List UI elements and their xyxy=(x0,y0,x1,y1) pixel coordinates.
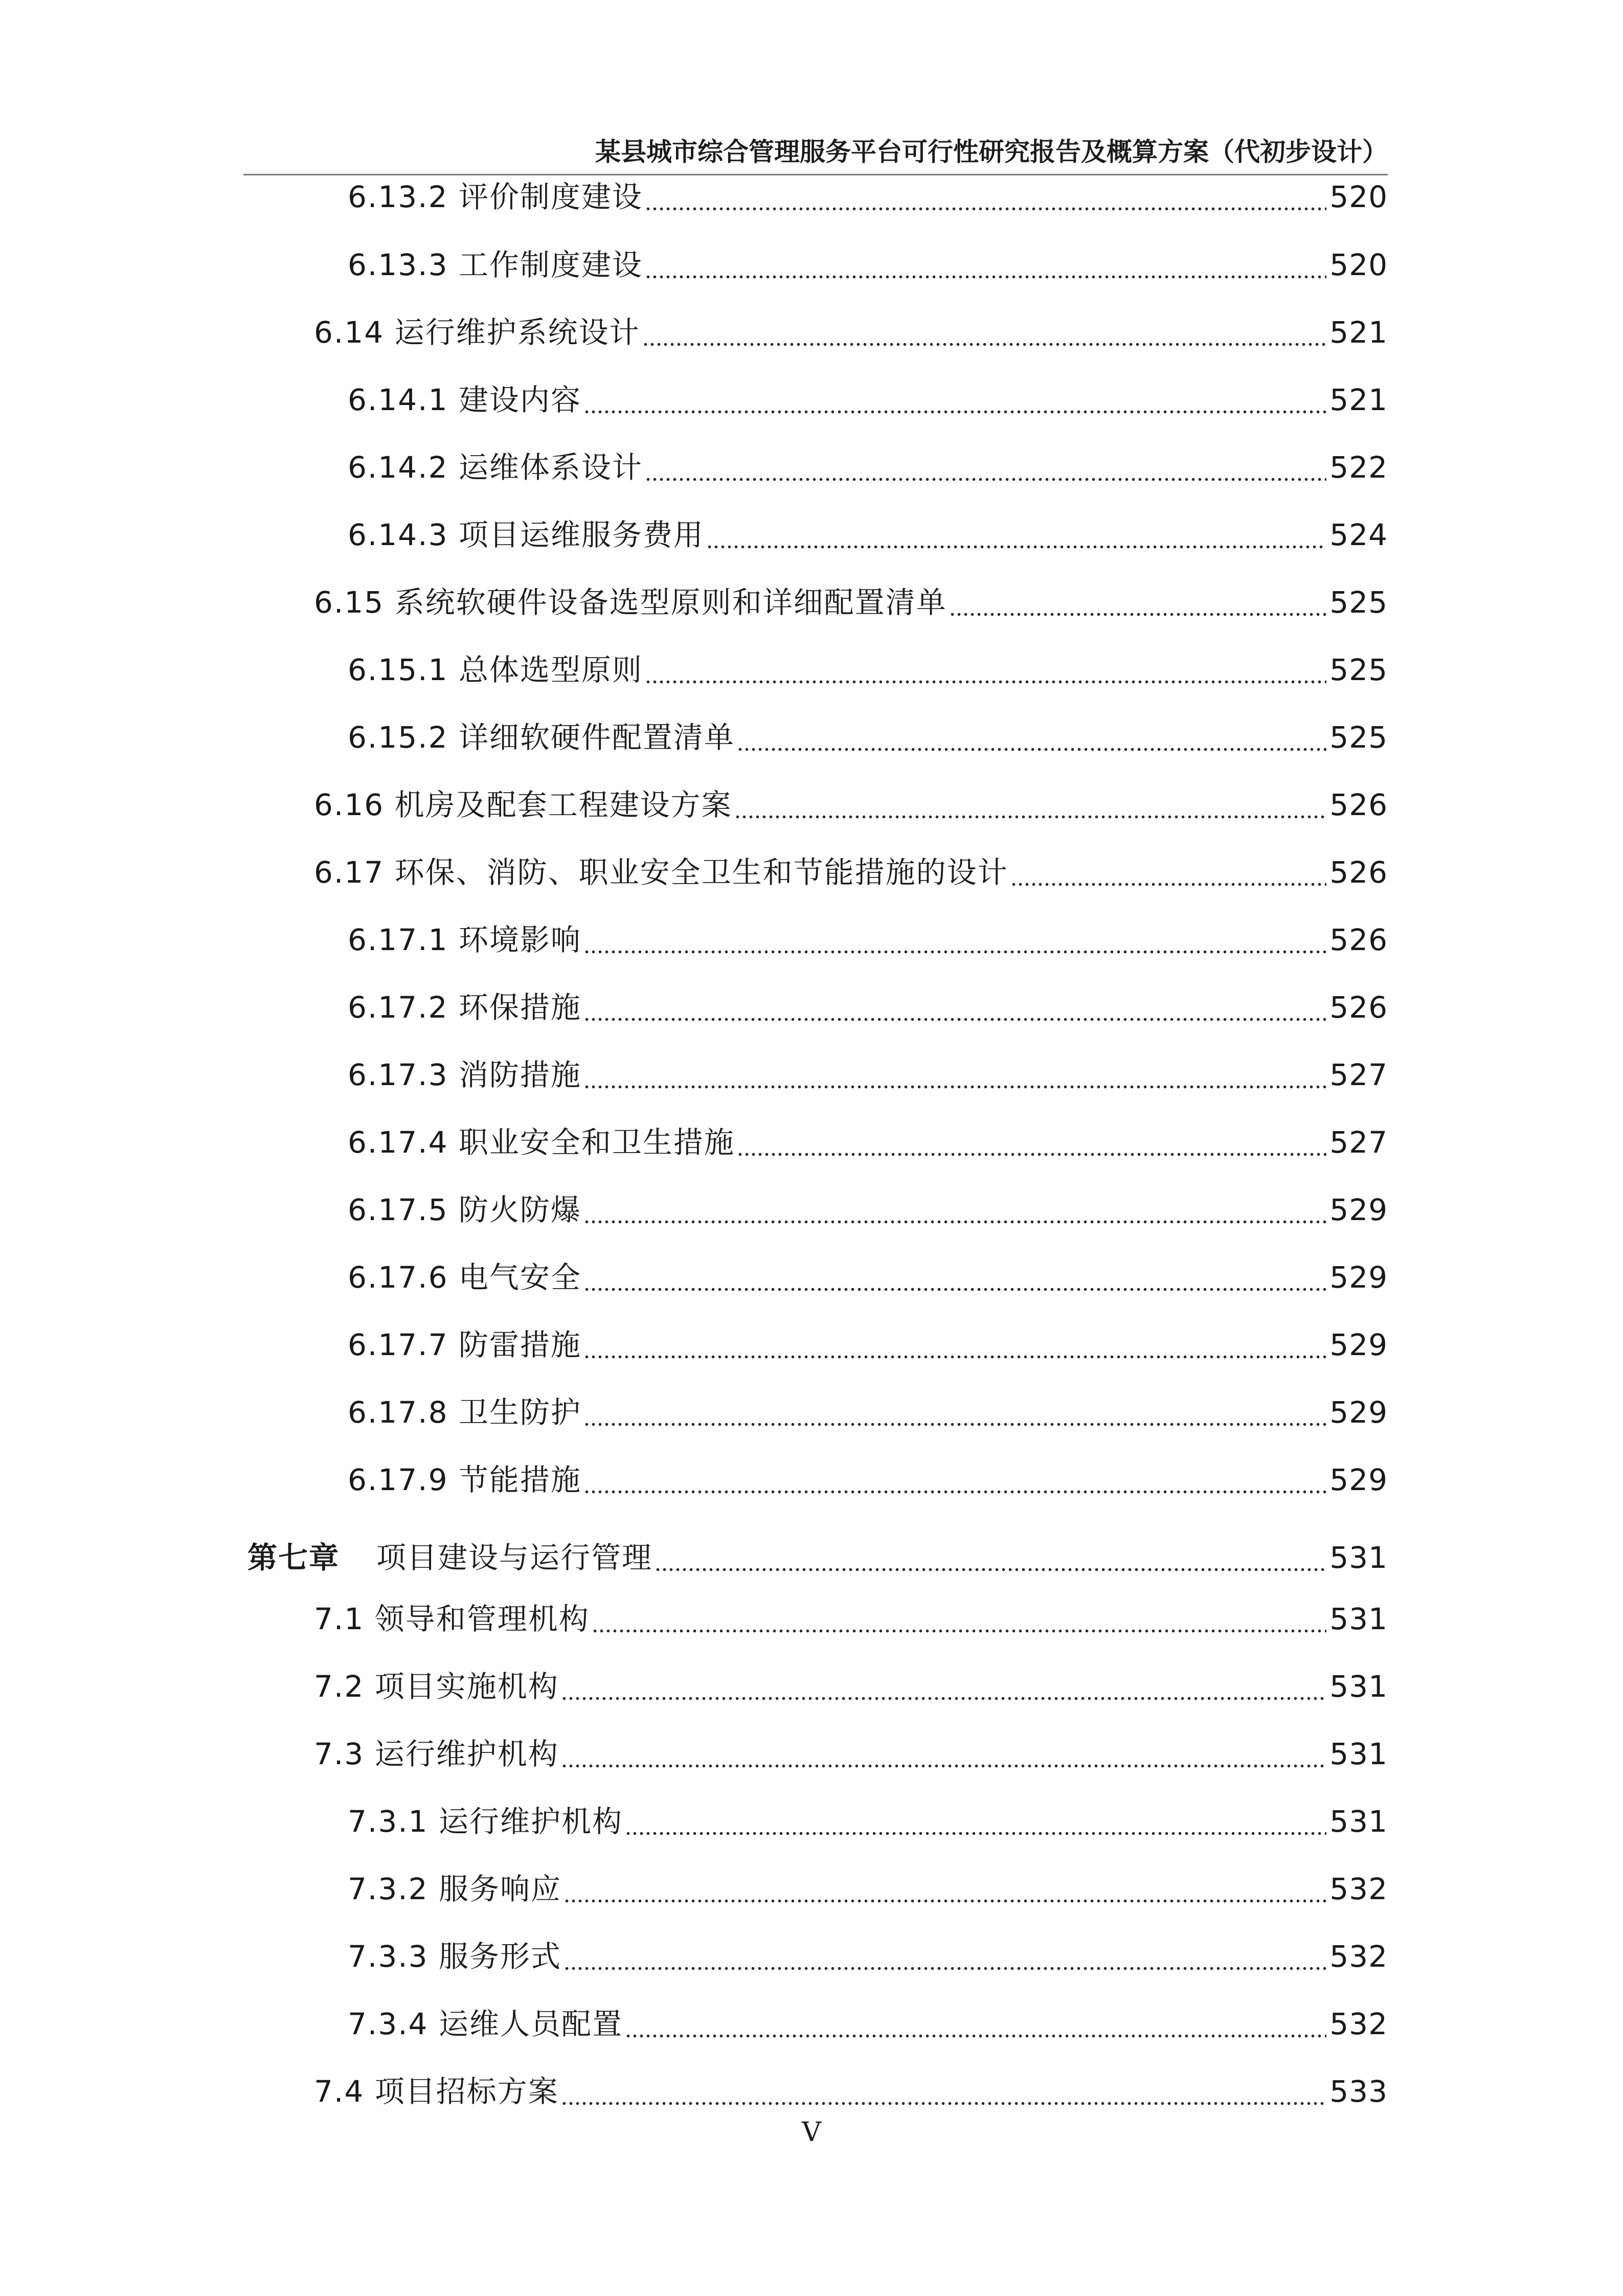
toc-entry[interactable] xyxy=(314,784,1388,825)
toc-chapter-entry[interactable] xyxy=(247,1537,1388,1578)
page-number: V xyxy=(802,2117,821,2148)
toc-dot-leader xyxy=(737,717,1326,758)
toc-entry[interactable] xyxy=(348,1459,1388,1500)
toc-dot-leader xyxy=(645,649,1326,690)
toc-entry-page: 524 xyxy=(1329,517,1388,552)
toc-dot-leader xyxy=(583,379,1326,420)
toc-entry-title: 消防措施 xyxy=(458,1057,581,1092)
toc-entry-number: 6.17.9 xyxy=(348,1462,448,1497)
toc-entry-spacer xyxy=(448,649,458,690)
toc-entry-number: 6.14.3 xyxy=(348,517,448,552)
toc-entry-number: 第七章 xyxy=(247,1540,340,1575)
toc-entry-number: 6.15.1 xyxy=(348,652,448,687)
toc-dot-leader xyxy=(592,1599,1327,1639)
toc-dot-leader xyxy=(949,582,1327,623)
toc-entry-title: 运维体系设计 xyxy=(458,450,643,485)
toc-dot-leader xyxy=(563,1869,1326,1909)
toc-entry-title: 项目招标方案 xyxy=(374,2074,559,2109)
toc-entry-page: 520 xyxy=(1329,247,1388,282)
toc-entry-page: 527 xyxy=(1329,1057,1388,1092)
toc-entry-spacer xyxy=(384,784,394,825)
toc-entry-title: 项目建设与运行管理 xyxy=(376,1540,653,1575)
toc-entry-number: 6.17.4 xyxy=(348,1125,448,1160)
toc-entry-spacer xyxy=(448,1189,458,1230)
toc-entry-number: 6.16 xyxy=(314,787,385,822)
toc-entry[interactable] xyxy=(314,582,1388,623)
toc-entry[interactable] xyxy=(314,2071,1388,2112)
toc-entry-title: 机房及配套工程建设方案 xyxy=(394,787,732,822)
toc-entry-page: 529 xyxy=(1329,1395,1388,1430)
toc-entry-page: 526 xyxy=(1329,855,1388,890)
toc-dot-leader xyxy=(583,1392,1326,1433)
toc-entry-number: 6.14.1 xyxy=(348,382,448,417)
toc-entry[interactable] xyxy=(348,2004,1388,2044)
toc-entry-title: 环保、消防、职业安全卫生和节能措施的设计 xyxy=(394,855,1008,890)
toc-entry-page: 527 xyxy=(1329,1125,1388,1160)
toc-entry-title: 评价制度建设 xyxy=(458,179,643,214)
toc-entry-title: 职业安全和卫生措施 xyxy=(458,1125,735,1160)
toc-entry-spacer xyxy=(448,176,458,217)
toc-entry-page: 532 xyxy=(1329,1939,1388,1974)
toc-entry-spacer xyxy=(448,1054,458,1095)
toc-entry-page: 532 xyxy=(1329,2007,1388,2041)
toc-dot-leader xyxy=(561,1666,1327,1707)
toc-entry-number: 6.17.8 xyxy=(348,1395,448,1430)
toc-dot-leader xyxy=(583,987,1326,1028)
toc-entry-page: 531 xyxy=(1329,1669,1388,1704)
toc-entry-number: 6.17.2 xyxy=(348,990,448,1025)
toc-entry-title: 卫生防护 xyxy=(458,1395,581,1430)
toc-entry-page: 533 xyxy=(1329,2074,1388,2109)
toc-entry-page: 529 xyxy=(1329,1327,1388,1362)
toc-entry-title: 项目运维服务费用 xyxy=(458,517,704,552)
toc-entry-page: 531 xyxy=(1329,1602,1388,1636)
toc-entry-page: 521 xyxy=(1329,382,1388,417)
toc-dot-leader xyxy=(583,919,1326,960)
toc-entry-number: 6.15.2 xyxy=(348,720,448,755)
toc-entry-number: 7.3.3 xyxy=(348,1939,429,1974)
toc-entry[interactable] xyxy=(348,1801,1388,1842)
toc-entry-title: 服务响应 xyxy=(439,1872,562,1906)
toc-dot-leader xyxy=(583,1189,1326,1230)
toc-entry-page: 521 xyxy=(1329,315,1388,350)
toc-entry-page: 525 xyxy=(1329,652,1388,687)
toc-entry-spacer xyxy=(429,1869,439,1909)
toc-dot-leader xyxy=(625,1801,1326,1842)
toc-entry-number: 6.17 xyxy=(314,855,385,890)
toc-entry[interactable] xyxy=(314,1734,1388,1774)
toc-entry-spacer xyxy=(448,1459,458,1500)
toc-entry-page: 531 xyxy=(1329,1804,1388,1839)
toc-entry-spacer xyxy=(429,2004,439,2044)
toc-entry[interactable] xyxy=(348,244,1388,285)
toc-entry-number: 6.14 xyxy=(314,315,385,350)
toc-entry-spacer xyxy=(448,1392,458,1433)
toc-entry[interactable] xyxy=(348,176,1388,217)
toc-entry-title: 节能措施 xyxy=(458,1462,581,1497)
toc-entry-title: 防雷措施 xyxy=(458,1327,581,1362)
toc-entry[interactable] xyxy=(348,1324,1388,1365)
toc-dot-leader xyxy=(583,1459,1326,1500)
toc-dot-leader xyxy=(642,312,1327,353)
toc-dot-leader xyxy=(561,2071,1327,2112)
toc-entry-number: 6.17.1 xyxy=(348,922,448,957)
toc-entry-page: 525 xyxy=(1329,585,1388,620)
toc-entry-page: 531 xyxy=(1329,1737,1388,1771)
toc-entry[interactable] xyxy=(348,717,1388,758)
toc-dot-leader xyxy=(706,514,1326,555)
toc-entry-spacer xyxy=(448,1257,458,1298)
toc-entry[interactable] xyxy=(314,1599,1388,1639)
toc-dot-leader xyxy=(737,1122,1326,1163)
toc-entry-number: 6.13.3 xyxy=(348,247,448,282)
toc-entry[interactable] xyxy=(348,447,1388,488)
toc-entry-title: 系统软硬件设备选型原则和详细配置清单 xyxy=(394,585,947,620)
toc-entry-number: 7.1 xyxy=(314,1602,365,1636)
toc-entry-spacer xyxy=(448,1122,458,1163)
toc-dot-leader xyxy=(583,1324,1326,1365)
toc-entry[interactable] xyxy=(348,379,1388,420)
toc-entry-spacer xyxy=(448,919,458,960)
toc-entry-number: 6.17.7 xyxy=(348,1327,448,1362)
toc-entry-number: 6.17.6 xyxy=(348,1260,448,1295)
toc-entry-number: 6.15 xyxy=(314,585,385,620)
toc-entry[interactable] xyxy=(348,1869,1388,1909)
toc-dot-leader xyxy=(561,1734,1327,1774)
toc-dot-leader xyxy=(563,1936,1326,1977)
toc-entry-number: 6.17.3 xyxy=(348,1057,448,1092)
toc-entry-spacer xyxy=(448,514,458,555)
toc-entry[interactable] xyxy=(348,1936,1388,1977)
toc-entry[interactable] xyxy=(348,987,1388,1028)
toc-entry-spacer xyxy=(448,447,458,488)
toc-entry[interactable] xyxy=(314,312,1388,353)
toc-entry-number: 6.14.2 xyxy=(348,450,448,485)
toc-entry-spacer xyxy=(429,1801,439,1842)
toc-entry-number: 7.3.2 xyxy=(348,1872,429,1906)
toc-entry-page: 529 xyxy=(1329,1192,1388,1227)
toc-entry[interactable] xyxy=(314,852,1388,893)
toc-entry-number: 7.2 xyxy=(314,1669,365,1704)
toc-entry-page: 526 xyxy=(1329,787,1388,822)
toc-entry[interactable] xyxy=(348,1122,1388,1163)
toc-entry-number: 7.3 xyxy=(314,1737,365,1771)
toc-entry-page: 526 xyxy=(1329,990,1388,1025)
toc-entry-spacer xyxy=(448,1324,458,1365)
toc-entry-title: 项目实施机构 xyxy=(374,1669,559,1704)
toc-entry-spacer xyxy=(364,1666,374,1707)
toc-dot-leader xyxy=(645,447,1326,488)
toc-entry-page: 522 xyxy=(1329,450,1388,485)
toc-entry-title: 运维人员配置 xyxy=(439,2007,623,2041)
toc-entry[interactable] xyxy=(348,1054,1388,1095)
toc-entry-spacer xyxy=(429,1936,439,1977)
toc-entry-page: 525 xyxy=(1329,720,1388,755)
toc-entry-page: 529 xyxy=(1329,1462,1388,1497)
toc-entry-title: 运行维护机构 xyxy=(439,1804,623,1839)
toc-dot-leader xyxy=(655,1537,1326,1578)
toc-entry-page: 532 xyxy=(1329,1872,1388,1906)
toc-entry-number: 7.3.4 xyxy=(348,2007,429,2041)
toc-entry-title: 工作制度建设 xyxy=(458,247,643,282)
toc-entry-title: 运行维护机构 xyxy=(374,1737,559,1771)
toc-entry-title: 总体选型原则 xyxy=(458,652,643,687)
toc-entry-spacer xyxy=(448,244,458,285)
toc-entry-spacer xyxy=(448,717,458,758)
toc-dot-leader xyxy=(645,244,1326,285)
toc-dot-leader xyxy=(734,784,1327,825)
toc-dot-leader xyxy=(583,1054,1326,1095)
toc-dot-leader xyxy=(625,2004,1326,2044)
toc-entry-title: 电气安全 xyxy=(458,1260,581,1295)
running-header: 某县城市综合管理服务平台可行性研究报告及概算方案（代初步设计） xyxy=(595,137,1388,167)
toc-entry-title: 环保措施 xyxy=(458,990,581,1025)
toc-entry-spacer xyxy=(384,852,394,893)
toc-entry-page: 520 xyxy=(1329,179,1388,214)
toc-entry-title: 领导和管理机构 xyxy=(374,1602,590,1636)
toc-entry-spacer xyxy=(364,1734,374,1774)
toc-entry-page: 529 xyxy=(1329,1260,1388,1295)
toc-entry-title: 服务形式 xyxy=(439,1939,562,1974)
toc-entry[interactable] xyxy=(348,1392,1388,1433)
toc-entry-title: 建设内容 xyxy=(458,382,581,417)
toc-entry[interactable] xyxy=(314,1666,1388,1707)
toc-dot-leader xyxy=(645,176,1326,217)
toc-entry-spacer xyxy=(364,1599,374,1639)
toc-entry-number: 6.17.5 xyxy=(348,1192,448,1227)
toc-entry-spacer xyxy=(448,379,458,420)
toc-entry-title: 运行维护系统设计 xyxy=(394,315,640,350)
toc-dot-leader xyxy=(1010,852,1327,893)
toc-entry[interactable] xyxy=(348,514,1388,555)
toc-entry-number: 7.3.1 xyxy=(348,1804,429,1839)
toc-entry-spacer xyxy=(384,312,394,353)
toc-entry-title: 防火防爆 xyxy=(458,1192,581,1227)
toc-entry-spacer xyxy=(448,987,458,1028)
toc-entry[interactable] xyxy=(348,1257,1388,1298)
toc-entry[interactable] xyxy=(348,1189,1388,1230)
toc-entry-spacer xyxy=(364,2071,374,2112)
toc-entry[interactable] xyxy=(348,649,1388,690)
toc-dot-leader xyxy=(583,1257,1326,1298)
toc-entry-title: 环境影响 xyxy=(458,922,581,957)
toc-entry-title: 详细软硬件配置清单 xyxy=(458,720,735,755)
toc-entry-page: 526 xyxy=(1329,922,1388,957)
toc-entry[interactable] xyxy=(348,919,1388,960)
toc-entry-page: 531 xyxy=(1329,1540,1388,1575)
toc-entry-number: 7.4 xyxy=(314,2074,365,2109)
toc-entry-number: 6.13.2 xyxy=(348,179,448,214)
toc-entry-spacer xyxy=(384,582,394,623)
